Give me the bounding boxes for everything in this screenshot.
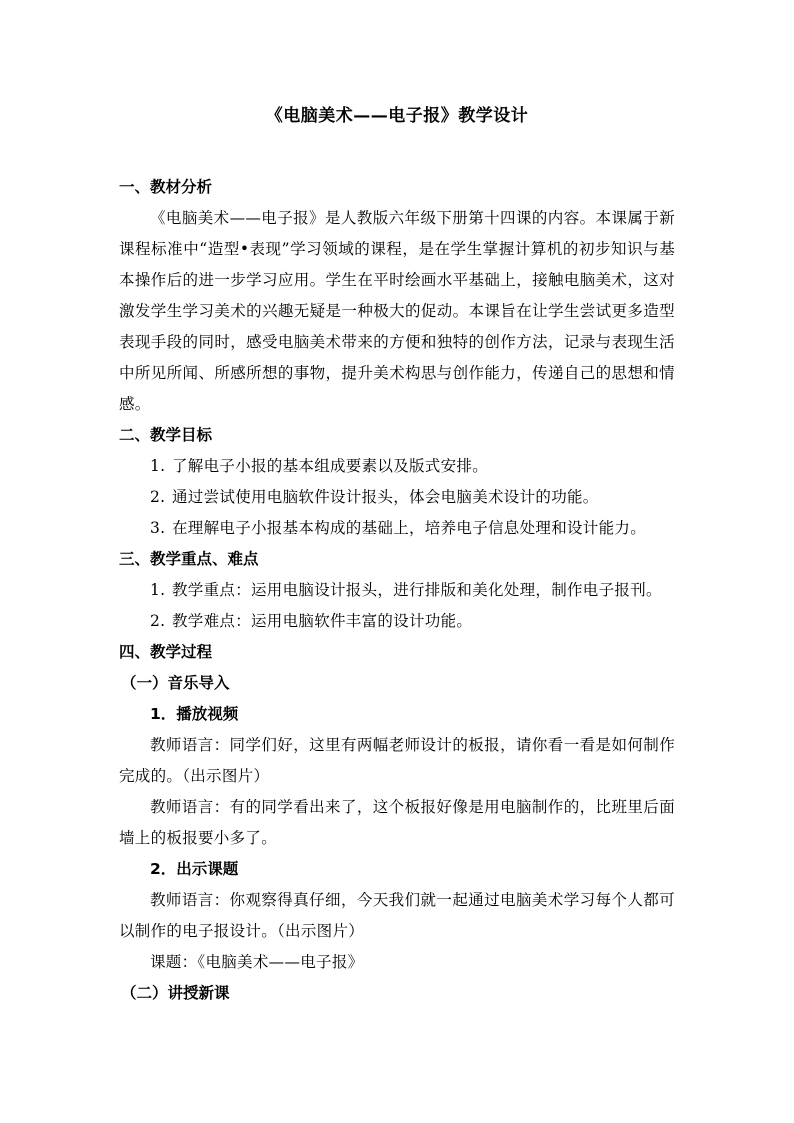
teacher-speech-paragraph: 教师语言：有的同学看出来了，这个板报好像是用电脑制作的，比班里后面墙上的板报要小多了。 <box>119 798 675 847</box>
section-heading-process: 四、教学过程 <box>119 643 213 661</box>
teacher-speech-paragraph: 教师语言：你观察得真仔细，今天我们就一起通过电脑美术学习每个人都可以制作的电子报设计。（出示图片） <box>119 891 675 940</box>
section-heading-analysis: 一、教材分析 <box>119 178 213 196</box>
section-heading-objectives: 二、教学目标 <box>119 426 213 444</box>
subsection-heading-new-lesson: （二）讲授新课 <box>121 984 230 1002</box>
objective-item <box>119 451 675 482</box>
item-number: 1. <box>150 581 166 599</box>
item-text: 在理解电子小报基本构成的基础上，培养电子信息处理和设计能力。 <box>172 519 647 537</box>
item-text: 通过尝试使用电脑软件设计报头，体会电脑美术设计的功能。 <box>172 488 599 506</box>
step-heading-show-topic: 2．出示课题 <box>150 860 239 878</box>
item-number: 1. <box>150 457 166 475</box>
lesson-topic-line: 课题：《电脑美术——电子报》 <box>150 953 364 971</box>
objective-item <box>119 482 675 513</box>
section-heading-key-points: 三、教学重点、难点 <box>119 550 259 568</box>
teacher-speech-paragraph: 教师语言：同学们好，这里有两幅老师设计的板报，请你看一看是如何制作完成的。（出示图片） <box>119 736 675 785</box>
key-point-item <box>119 575 675 606</box>
step-heading-play-video: 1．播放视频 <box>150 705 239 723</box>
subsection-heading-music-intro: （一）音乐导入 <box>121 674 230 692</box>
document-title: 《电脑美术——电子报》教学设计 <box>265 106 529 126</box>
item-number: 2. <box>150 612 166 630</box>
key-point-item <box>119 606 675 637</box>
item-number: 2. <box>150 488 166 506</box>
document-body <box>119 172 675 1009</box>
analysis-paragraph: 《电脑美术——电子报》是人教版六年级下册第十四课的内容。本课属于新课程标准中“造型•表现”学习领域的课程，是在学生掌握计算机的初步知识与基本操作后的进一步学习应用。学生在平时绘画水平基础上，接触电脑美术，这对激发学生学习美术的兴趣无疑是一种极大的促动。本课旨在让学生尝试更多造型表现手段的同时，感受电脑美术带来的方便和独特的创作方法，记录与表现生活中所见所闻、所感所想的事物，提升美术构思与创作能力，传递自己的思想和情感。 <box>119 209 675 413</box>
item-text: 教学重点：运用电脑设计报头，进行排版和美化处理，制作电子报刊。 <box>172 581 662 599</box>
item-text: 了解电子小报的基本组成要素以及版式安排。 <box>172 457 489 475</box>
objective-item <box>119 513 675 544</box>
item-text: 教学难点：运用电脑软件丰富的设计功能。 <box>172 612 473 630</box>
item-number: 3. <box>150 519 166 537</box>
